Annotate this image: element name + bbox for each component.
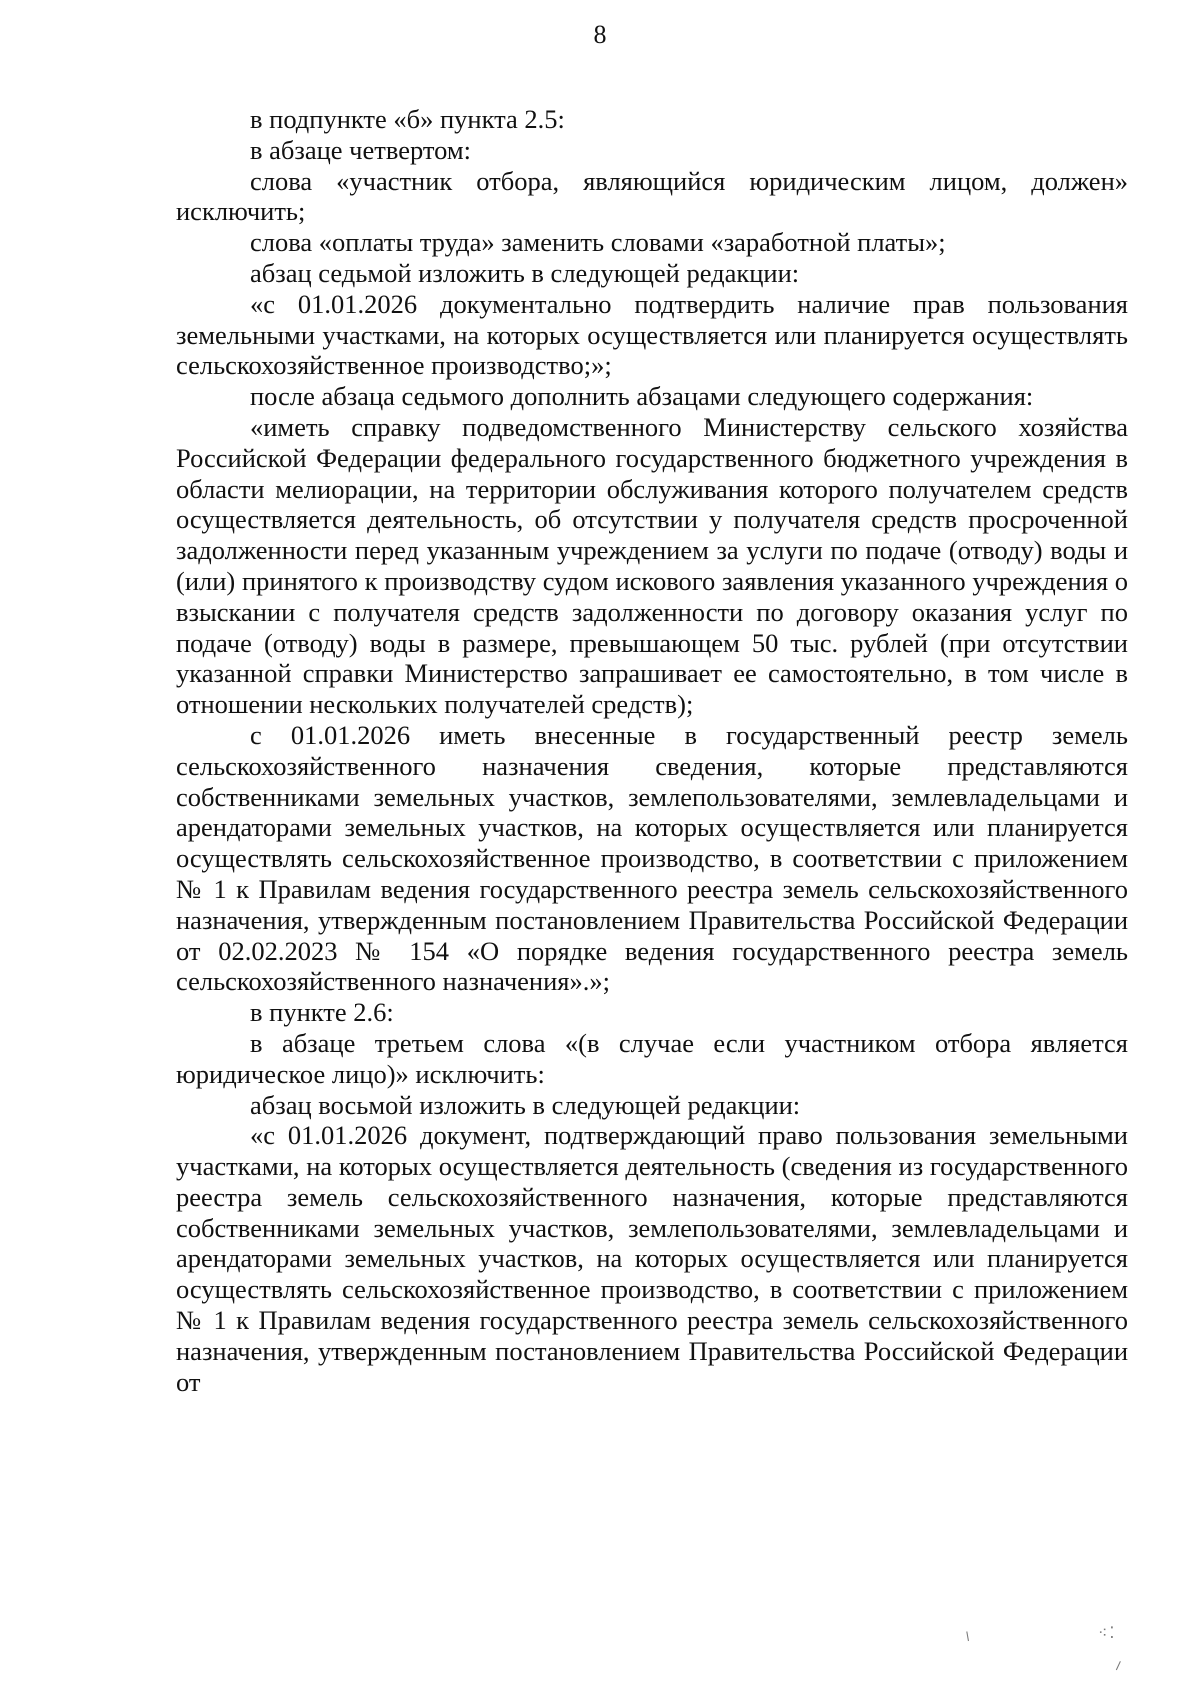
scan-artifact: ⁖⁚ <box>1098 1625 1117 1642</box>
paragraph: слова «участник отбора, являющийся юридическим лицом, должен» исключить; <box>176 165 1128 227</box>
paragraph: после абзаца седьмого дополнить абзацами следующего содержания: <box>250 381 1034 412</box>
paragraph: слова «оплаты труда» заменить словами «заработной платы»; <box>250 227 946 258</box>
paragraph: с 01.01.2026 иметь внесенные в государственный реестр земель сельскохозяйственного назначения сведения, которые представляются собственниками земельных участков, землепользователями, землевладельцами и арендаторами земельных участков, на которых осуществляется или планируется осуществлять сельскохозяйственное производство, в соответствии с приложением № 1 к Правилам ведения государственного реестра земель сельскохозяйственного назначения, утвержденным постановлением Правительства Российской Федерации от 02.02.2023 № 154 «О порядке ведения государственного реестра земель сельскохозяйственного назначения».»; <box>176 719 1128 997</box>
scan-artifact: ⸌ <box>954 1628 976 1652</box>
paragraph: «с 01.01.2026 документально подтвердить наличие прав пользования земельными участками, на которых осуществляется или планируется осуществлять сельскохозяйственное производство;»; <box>176 288 1128 381</box>
paragraph: в абзаце четвертом: <box>250 134 471 165</box>
paragraph: в пункте 2.6: <box>250 997 394 1028</box>
document-body <box>176 104 1128 1397</box>
paragraph: «иметь справку подведомственного Министерству сельского хозяйства Российской Федерации федерального государственного бюджетного учреждения в области мелиорации, на территории обслуживания которого получателем средств осуществляется деятельность, об отсутствии у получателя средств просроченной задолженности перед указанным учреждением за услуги по подаче (отводу) воды и (или) принятого к производству судом искового заявления указанного учреждения о взыскании с получателя средств задолженности по договору оказания услуг по подаче (отводу) воды в размере, превышающем 50 тыс. рублей (при отсутствии указанной справки Министерство запрашивает ее самостоятельно, в том числе в отношении нескольких получателей средств); <box>176 411 1128 720</box>
scan-artifact: ⸝ <box>1108 1649 1126 1675</box>
paragraph: «с 01.01.2026 документ, подтверждающий право пользования земельными участками, на которых осуществляется деятельность (сведения из государственного реестра земель сельскохозяйственного назначения, которые представляются собственниками земельных участков, землепользователями, землевладельцами и арендаторами земельных участков, на которых осуществляется или планируется осуществлять сельскохозяйственное производство, в соответствии с приложением № 1 к Правилам ведения государственного реестра земель сельскохозяйственного назначения, утвержденным постановлением Правительства Российской Федерации от <box>176 1120 1128 1397</box>
paragraph: в абзаце третьем слова «(в случае если участником отбора является юридическое лицо)» исключить: <box>176 1027 1128 1089</box>
paragraph: абзац седьмой изложить в следующей редакции: <box>250 257 800 288</box>
paragraph: абзац восьмой изложить в следующей редакции: <box>250 1089 801 1120</box>
page-number: 8 <box>593 20 607 49</box>
paragraph: в подпункте «б» пункта 2.5: <box>250 104 565 134</box>
